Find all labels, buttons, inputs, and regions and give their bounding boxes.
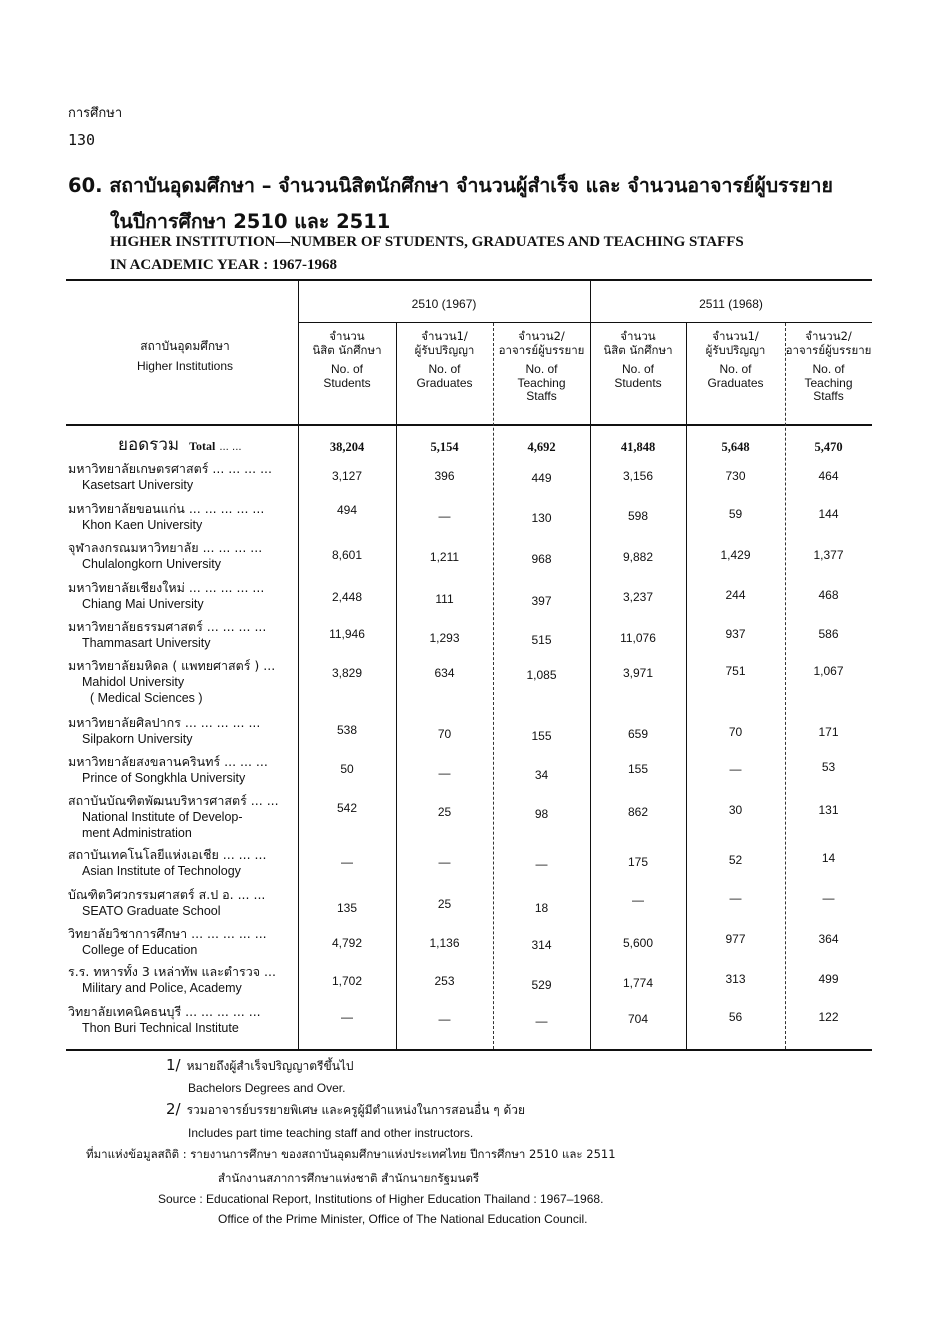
institution-name-english: National Institute of Develop- — [82, 810, 243, 824]
source-thai-line-2: สำนักงานสภาการศึกษาแห่งชาติ สำนักนายกรัฐมนตรี — [218, 1171, 480, 1185]
column-header-thai-1: จำนวน1/ — [421, 329, 468, 343]
column-divider — [298, 281, 299, 1049]
table-cell: — — [822, 891, 835, 905]
row-header-thai: สถาบันอุดมศึกษา — [140, 339, 230, 353]
institution-label — [68, 501, 296, 533]
institution-name-english: Chulalongkorn University — [82, 557, 221, 571]
table-cell: — — [729, 891, 742, 905]
table-cell: 3,156 — [622, 469, 654, 483]
table-cell: 968 — [531, 552, 552, 566]
total-cell: 5,154 — [430, 440, 459, 454]
table-cell: 542 — [336, 801, 358, 815]
institution-name-thai: มหาวิทยาลัยศิลปากร ... ... ... ... ... — [68, 715, 261, 730]
table-cell: 14 — [821, 851, 836, 865]
institution-name-thai: มหาวิทยาลัยสงขลานครินทร์ ... ... ... — [68, 754, 268, 769]
table-cell: 3,237 — [622, 590, 654, 604]
table-cell: 70 — [437, 727, 452, 741]
table-cell: 1,429 — [720, 548, 751, 562]
table-cell: 1,085 — [526, 668, 557, 682]
institution-name-thai: ร.ร. ทหารทั้ง 3 เหล่าทัพ และตำรวจ ... — [68, 964, 276, 979]
institution-label — [68, 964, 296, 996]
column-header-thai-2: นิสิต นักศึกษา — [603, 342, 673, 357]
row-header — [70, 336, 300, 376]
total-cell: 41,848 — [620, 440, 656, 454]
table-cell: 538 — [336, 723, 358, 737]
table-cell: 50 — [340, 762, 354, 776]
column-header-english: Teaching — [804, 375, 853, 390]
institution-name-thai: มหาวิทยาลัยเชียงใหม่ ... ... ... ... ... — [68, 580, 265, 595]
institution-name-thai: สถาบันเทคโนโลยีแห่งเอเชีย ... ... ... — [68, 847, 267, 862]
column-header-english: No. of — [428, 362, 461, 376]
table-cell: 9,882 — [622, 550, 654, 564]
institution-name-english: Asian Institute of Technology — [82, 864, 241, 878]
institution-name-thai: มหาวิทยาลัยมหิดล ( แพทยศาสตร์ ) ... — [68, 658, 276, 673]
table-cell: — — [535, 857, 548, 871]
table-cell: 313 — [725, 972, 746, 986]
table-cell: 1,377 — [813, 548, 844, 562]
institution-label — [68, 847, 296, 879]
table-cell: — — [438, 855, 451, 869]
title-english-line-2: IN ACADEMIC YEAR : 1967-1968 — [110, 257, 337, 273]
table-cell: 155 — [627, 762, 649, 776]
column-header-english: No. of — [525, 362, 558, 376]
total-row-label — [118, 431, 242, 458]
table-cell: 253 — [434, 974, 455, 988]
total-cell: 38,204 — [329, 440, 365, 454]
year-2510-header: 2510 (1967) — [411, 297, 477, 311]
row-header-english: Higher Institutions — [136, 359, 234, 373]
institution-name-thai: มหาวิทยาลัยขอนแก่น ... ... ... ... ... — [68, 501, 265, 516]
page-number: 130 — [68, 131, 96, 149]
column-header-english: No. of — [719, 362, 752, 376]
table-cell: 171 — [818, 725, 839, 739]
column-header-english: Teaching — [517, 375, 566, 390]
table-cell: 1,293 — [429, 631, 460, 645]
institution-name-english: Silpakorn University — [82, 732, 193, 746]
table-cell: 515 — [531, 633, 552, 647]
table-cell: 175 — [627, 855, 649, 869]
institution-name-english: Prince of Songkhla University — [82, 771, 246, 785]
institution-label — [68, 580, 296, 612]
table-cell: 529 — [531, 978, 552, 992]
source-english-line-2: Office of the Prime Minister, Office of The National Education Council. — [218, 1212, 588, 1226]
table-cell: 135 — [336, 901, 358, 915]
institution-label — [68, 926, 296, 958]
table-cell: 3,829 — [331, 666, 363, 680]
table-cell: — — [729, 762, 742, 776]
footnote-2-text: รวมอาจารย์บรรยายพิเศษ และครูผู้มีตำแหน่งในการสอนอื่น ๆ ด้วย — [186, 1103, 526, 1117]
table-cell: 5,600 — [622, 936, 654, 950]
table-cell: 586 — [818, 627, 839, 641]
institution-name-thai: บัณฑิตวิศวกรรมศาสตร์ ส.ป อ. ... ... — [68, 887, 266, 902]
institution-label — [68, 619, 296, 651]
column-header-thai-2: ผู้รับปริญญา — [414, 342, 475, 357]
institution-label — [68, 754, 296, 786]
institution-name-english: Kasetsart University — [82, 478, 194, 492]
column-header-thai-1: จำนวน — [329, 329, 365, 343]
institution-label — [68, 540, 296, 572]
table-cell: 56 — [728, 1010, 743, 1024]
column-header — [396, 330, 493, 390]
table-cell: 397 — [531, 594, 552, 608]
source-thai-line-1: ที่มาแห่งข้อมูลสถิติ : รายงานการศึกษา ของสถาบันอุดมศึกษาแห่งประเทศไทย ปีการศึกษา 2510 และ 2511 — [86, 1147, 616, 1161]
table-cell: 659 — [627, 727, 649, 741]
table-bottom-rule — [66, 1049, 872, 1051]
column-header-thai-2: ผู้รับปริญญา — [705, 342, 766, 357]
table-cell: — — [535, 1014, 548, 1028]
table-cell: 59 — [728, 507, 743, 521]
column-header-english: Staffs — [813, 389, 844, 403]
institution-name-thai: มหาวิทยาลัยธรรมศาสตร์ ... ... ... ... — [68, 619, 267, 634]
total-label-english: Total — [189, 439, 216, 453]
table-cell: 30 — [728, 803, 743, 817]
table-cell: 53 — [821, 760, 836, 774]
table-cell: 314 — [531, 938, 552, 952]
table-cell: — — [632, 893, 644, 907]
table-cell: 52 — [728, 853, 743, 867]
column-header-english: Students — [614, 375, 662, 390]
table-cell: — — [438, 1012, 451, 1026]
table-cell: 468 — [818, 588, 839, 602]
title-thai-line-1: 60. สถาบันอุดมศึกษา – จำนวนนิสิตนักศึกษา จำนวนผู้สำเร็จ และ จำนวนอาจารย์ผู้บรรยาย — [68, 174, 833, 197]
institution-label — [68, 793, 296, 841]
institution-name-english: ment Administration — [82, 826, 192, 840]
table-cell: 25 — [437, 897, 452, 911]
table-cell: 11,946 — [329, 627, 365, 641]
table-cell: — — [341, 855, 353, 869]
column-header-thai-2: นิสิต นักศึกษา — [312, 342, 382, 357]
institution-name-english: Mahidol University — [82, 675, 185, 689]
column-header-thai-1: จำนวน2/ — [518, 329, 565, 343]
institution-name-thai: จุฬาลงกรณมหาวิทยาลัย ... ... ... ... — [68, 540, 263, 555]
table-cell: 751 — [725, 664, 746, 678]
column-header-english: No. of — [621, 362, 654, 376]
table-cell: 131 — [818, 803, 839, 817]
table-cell: 977 — [725, 932, 746, 946]
institution-name-english: College of Education — [82, 943, 198, 957]
total-cell: 5,648 — [721, 440, 750, 454]
column-header-english: No. of — [812, 362, 845, 376]
total-cell: 4,692 — [527, 440, 556, 454]
institution-name-thai: วิทยาลัยเทคนิคธนบุรี ... ... ... ... ... — [68, 1004, 261, 1019]
table-cell: 155 — [531, 729, 552, 743]
institution-name-english: Chiang Mai University — [82, 597, 204, 611]
footnote-2-english: Includes part time teaching staff and other instructors. — [188, 1126, 474, 1140]
table-cell: 704 — [627, 1012, 649, 1026]
column-header-thai-1: จำนวน — [620, 329, 656, 343]
column-header-thai-1: จำนวน2/ — [805, 329, 852, 343]
title-thai-line-2: ในปีการศึกษา 2510 และ 2511 — [110, 210, 391, 233]
column-header-english: No. of — [330, 362, 363, 376]
institution-label — [68, 1004, 296, 1036]
institution-name-english: Khon Kaen University — [82, 518, 203, 532]
column-divider — [590, 281, 591, 1049]
source-english-line-1: Source : Educational Report, Institutions of Higher Education Thailand : 1967–1968. — [158, 1192, 604, 1206]
table-cell: 396 — [434, 469, 455, 483]
total-label-leader: ... ... — [219, 442, 242, 453]
table-cell: 2,448 — [331, 590, 363, 604]
table-cell: — — [438, 766, 451, 780]
table-cell: 8,601 — [331, 548, 363, 562]
column-header — [686, 330, 785, 390]
institution-name-english: Thammasart University — [82, 636, 211, 650]
table-cell: 4,792 — [331, 936, 363, 950]
table-cell: 634 — [434, 666, 455, 680]
table-cell: 70 — [728, 725, 743, 739]
institution-label — [68, 887, 296, 919]
table-cell: 122 — [818, 1010, 839, 1024]
table-cell: 244 — [725, 588, 746, 602]
table-cell: 1,136 — [429, 936, 460, 950]
institution-name-thai: สถาบันบัณฑิตพัฒนบริหารศาสตร์ ... ... — [68, 793, 279, 808]
table-cell: 1,702 — [331, 974, 363, 988]
section-label: การศึกษา — [68, 106, 123, 121]
institution-name-english: Military and Police, Academy — [82, 981, 242, 995]
year-2511-header: 2511 (1968) — [699, 297, 763, 311]
footnote-1-thai — [166, 1056, 354, 1076]
table-cell: 111 — [435, 592, 454, 606]
title-english-line-1: HIGHER INSTITUTION—NUMBER OF STUDENTS, GRADUATES AND TEACHING STAFFS — [110, 234, 744, 250]
total-cell: 5,470 — [814, 440, 843, 454]
institution-label — [68, 715, 296, 747]
column-header-thai-2: อาจารย์ผู้บรรยาย — [785, 342, 872, 357]
table-cell: 1,774 — [622, 976, 654, 990]
table-cell: 499 — [818, 972, 839, 986]
table-cell: 11,076 — [620, 631, 656, 645]
institution-label — [68, 461, 296, 493]
institution-name-english: ( Medical Sciences ) — [90, 691, 203, 705]
header-bottom-rule — [66, 424, 872, 426]
table-cell: — — [438, 509, 451, 523]
table-cell: 3,127 — [331, 469, 363, 483]
table-cell: 494 — [336, 503, 358, 517]
table-cell: 130 — [531, 511, 552, 525]
column-header — [785, 330, 872, 404]
table-cell: 144 — [818, 507, 839, 521]
footnote-2-mark: 2/ — [166, 1100, 181, 1118]
institution-name-thai: วิทยาลัยวิชาการศึกษา ... ... ... ... ... — [68, 926, 267, 941]
institution-name-english: SEATO Graduate School — [82, 904, 221, 918]
table-cell: 364 — [818, 932, 839, 946]
institution-name-english: Thon Buri Technical Institute — [82, 1021, 239, 1035]
table-cell: 598 — [627, 509, 649, 523]
column-header-english: Students — [323, 375, 371, 390]
footnote-1-mark: 1/ — [166, 1056, 181, 1074]
column-header-english: Graduates — [416, 375, 473, 390]
institution-name-thai: มหาวิทยาลัยเกษตรศาสตร์ ... ... ... ... — [68, 461, 272, 476]
table-cell: 1,067 — [813, 664, 844, 678]
footnote-1-text: หมายถึงผู้สำเร็จปริญญาตรีขึ้นไป — [186, 1059, 354, 1073]
table-cell: 18 — [534, 901, 549, 915]
table-cell: 449 — [531, 471, 552, 485]
table-cell: 937 — [725, 627, 746, 641]
footnote-2-thai — [166, 1100, 525, 1120]
column-header — [298, 330, 396, 390]
table-cell: — — [341, 1010, 353, 1024]
column-header-thai-2: อาจารย์ผู้บรรยาย — [498, 342, 585, 357]
table-cell: 34 — [534, 768, 549, 782]
total-label-thai: ยอดรวม — [118, 435, 180, 455]
column-header — [590, 330, 686, 390]
table-cell: 1,211 — [429, 550, 460, 564]
table-cell: 730 — [725, 469, 746, 483]
table-cell: 3,971 — [622, 666, 654, 680]
column-header — [493, 330, 590, 404]
table-cell: 25 — [437, 805, 452, 819]
column-header-english: Staffs — [526, 389, 557, 403]
institution-label — [68, 658, 296, 706]
column-header-english: Graduates — [707, 375, 764, 390]
column-header-thai-1: จำนวน1/ — [712, 329, 759, 343]
table-top-rule — [66, 279, 872, 281]
table-cell: 464 — [818, 469, 839, 483]
table-cell: 862 — [627, 805, 649, 819]
footnote-1-english: Bachelors Degrees and Over. — [188, 1081, 346, 1095]
table-cell: 98 — [534, 807, 549, 821]
